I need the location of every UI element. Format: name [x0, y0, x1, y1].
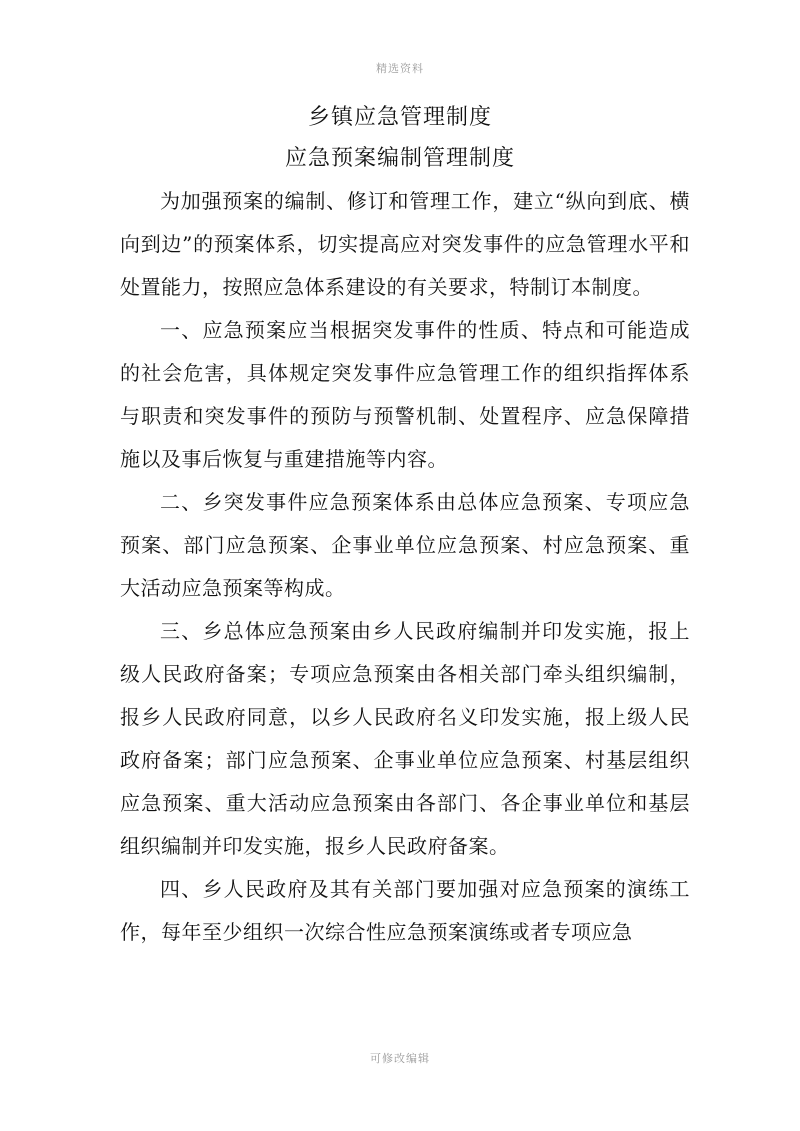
- paragraph-3: 三、乡总体应急预案由乡人民政府编制并印发实施，报上级人民政府备案；专项应急预案由各相关部门牵头组织编制，报乡人民政府同意，以乡人民政府名义印发实施，报上级人民政府备案；部门应急预案、企事业单位应急预案、村基层组织应急预案、重大活动应急预案由各部门、各企事业单位和基层组织编制并印发实施，报乡人民政府备案。: [120, 619, 690, 858]
- header-watermark: 精选资料: [376, 62, 424, 75]
- document-title: 乡镇应急管理制度: [307, 105, 492, 130]
- document-body: [120, 180, 690, 954]
- paragraph-1: 一、应急预案应当根据突发事件的性质、特点和可能造成的社会危害，具体规定突发事件应急管理工作的组织指挥体系与职责和突发事件的预防与预警机制、处置程序、应急保障措施以及事后恢复与重建措施等内容。: [120, 318, 690, 471]
- footer-watermark: 可修改编辑: [370, 1052, 430, 1065]
- paragraph-4: 四、乡人民政府及其有关部门要加强对应急预案的演练工作，每年至少组织一次综合性应急预案演练或者专项应急: [120, 877, 690, 944]
- paragraph-intro: 为加强预案的编制、修订和管理工作，建立“纵向到底、横向到边”的预案体系，切实提高应对突发事件的应急管理水平和处置能力，按照应急体系建设的有关要求，特制订本制度。: [120, 189, 690, 299]
- paragraph-2: 二、乡突发事件应急预案体系由总体应急预案、专项应急预案、部门应急预案、企事业单位应急预案、村应急预案、重大活动应急预案等构成。: [120, 490, 690, 600]
- document-subtitle: 应急预案编制管理制度: [284, 146, 515, 171]
